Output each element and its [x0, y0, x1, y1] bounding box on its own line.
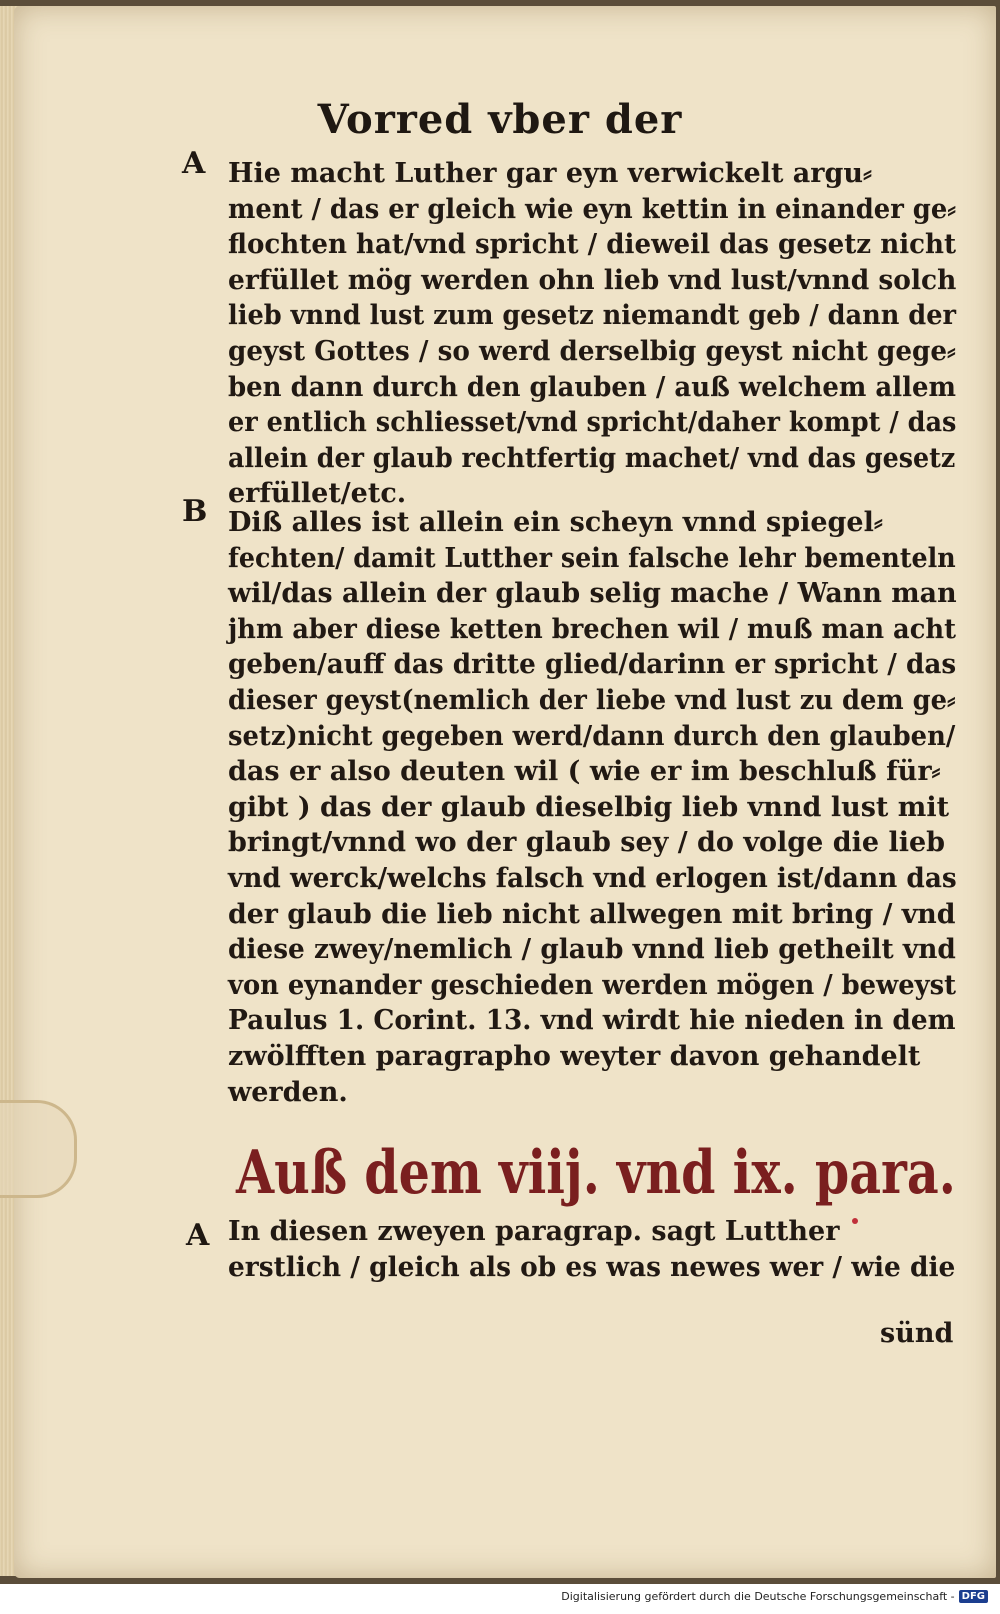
- text-line: erfüllet mög werden ohn lieb vnd lust/vnnd solch: [228, 264, 957, 296]
- text-line: geyst Gottes / so werd derselbig geyst nicht gege⸗: [228, 335, 956, 367]
- text-line: flochten hat/vnd spricht / dieweil das gesetz nicht: [228, 229, 957, 261]
- dfg-logo: DFG: [959, 1590, 988, 1603]
- text-line: erfüllet/etc.: [228, 478, 407, 510]
- text-line: dieser geyst(nemlich der liebe vnd lust zu dem ge⸗: [228, 684, 956, 716]
- text-line: jhm aber diese ketten brechen wil / muß man acht: [228, 613, 957, 645]
- text-line: erstlich / gleich als ob es was newes wer / wie die: [228, 1251, 956, 1283]
- text-line: ben dann durch den glauben / auß welchem allem: [228, 371, 956, 403]
- text-line: er entlich schliesset/vnd spricht/daher kompt / das: [228, 407, 957, 439]
- footer-text: Digitalisierung gefördert durch die Deutsche Forschungsgemeinschaft -: [561, 1590, 955, 1603]
- text-line: bringt/vnnd wo der glaub sey / do volge die lieb: [228, 827, 946, 859]
- text-line: ment / das er gleich wie eyn kettin in einander ge⸗: [228, 193, 956, 225]
- catchword: sünd: [880, 1318, 954, 1349]
- digitization-footer: [561, 1590, 988, 1603]
- paragraph-a: [228, 156, 956, 512]
- text-line: geben/auff das dritte glied/darinn er spricht / das: [228, 649, 957, 681]
- text-line: setz)nicht gegeben werd/dann durch den glauben/: [228, 720, 956, 752]
- running-header: Vorred vber der: [317, 96, 683, 143]
- text-line: Paulus 1. Corint. 13. vnd wirdt hie nieden in dem: [228, 1005, 956, 1037]
- text-line: der glaub die lieb nicht allwegen mit bring / vnd: [228, 898, 956, 930]
- text-line: wil/das allein der glaub selig mache / Wann man: [228, 578, 957, 610]
- clasp-strap: [0, 1100, 77, 1198]
- text-line: allein der glaub rechtfertig machet/ vnd das gesetz: [228, 442, 956, 474]
- text-line: Hie macht Luther gar eyn verwickelt argu⸗: [228, 158, 873, 189]
- text-line: lieb vnnd lust zum gesetz niemandt geb / dann der: [228, 300, 957, 332]
- margin-marker-c: A: [186, 1218, 210, 1253]
- text-line: In diesen zweyen paragrap. sagt Lutther: [228, 1216, 840, 1247]
- text-line: Diß alles ist allein ein scheyn vnnd spiegel⸗: [228, 507, 883, 538]
- text-line: gibt ) das der glaub dieselbig lieb vnnd lust mit: [228, 791, 950, 823]
- text-line: zwölfften paragrapho weyter davon gehandelt: [228, 1040, 921, 1072]
- margin-marker-b: B: [182, 494, 208, 529]
- text-line: vnd werck/welchs falsch vnd erlogen ist/dann das: [228, 862, 957, 894]
- heading-text: Auß dem viij. vnd ix. para.: [236, 1138, 956, 1208]
- paragraph-b: [228, 505, 956, 1110]
- text-line: fechten/ damit Lutther sein falsche lehr bementeln: [228, 542, 956, 574]
- text-line: das er also deuten wil ( wie er im beschluß für⸗: [228, 756, 941, 788]
- margin-marker-a: A: [182, 146, 206, 181]
- text-line: von eynander geschieden werden mögen / beweyst: [228, 969, 957, 1001]
- paragraph-c: [228, 1214, 956, 1285]
- text-line: werden.: [228, 1076, 348, 1108]
- text-line: diese zwey/nemlich / glaub vnnd lieb getheilt vnd: [228, 934, 956, 966]
- section-heading: [236, 1138, 956, 1208]
